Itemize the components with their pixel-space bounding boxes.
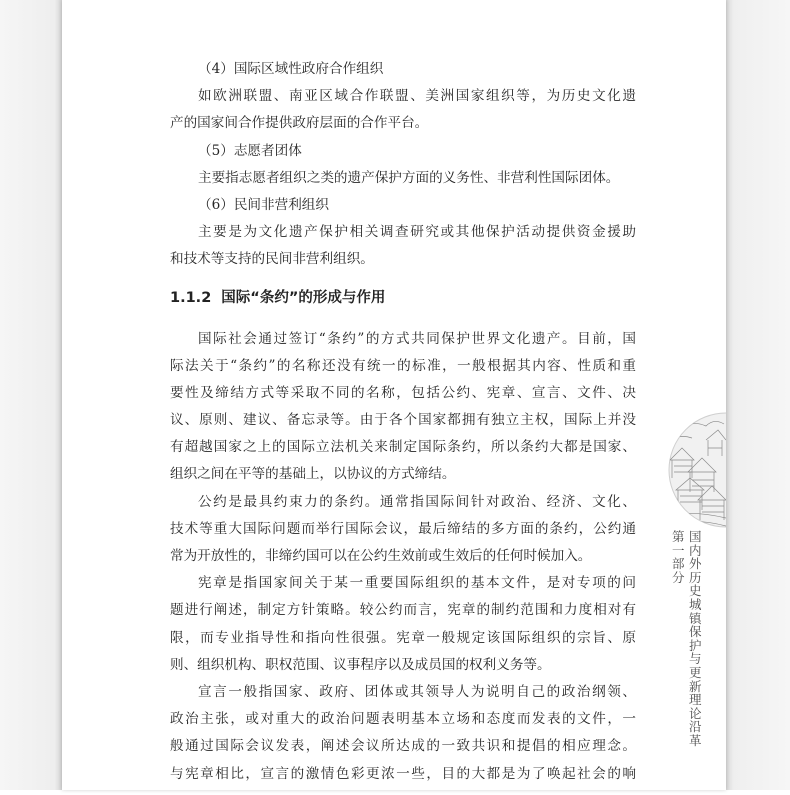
text-line: 题进行阐述，制定方针策略。较公约而言，宪章的制约范围和力度相对有 <box>170 602 636 619</box>
side-text-chars: 国内外历史城镇保护与更新理论沿革 <box>689 529 703 748</box>
paragraph <box>170 165 636 192</box>
text-line: 政治主张，或对重大的政治问题表明基本立场和态度而发表的文件，一 <box>170 711 636 728</box>
text-line: （4）国际区域性政府合作组织 <box>198 61 384 77</box>
paragraph <box>170 56 636 83</box>
side-part-label <box>672 530 686 584</box>
text-line: 和技术等支持的民间非营利组织。 <box>170 251 374 268</box>
text-line: 如欧洲联盟、南亚区域合作联盟、美洲国家组织等，为历史文化遗 <box>198 88 636 105</box>
text-line: 国际社会通过签订“条约”的方式共同保护世界文化遗产。目前，国 <box>198 330 636 347</box>
text-line: 际法关于“条约”的名称还没有统一的标准，一般根据其内容、性质和重 <box>170 357 636 374</box>
paragraph <box>170 679 636 788</box>
paragraph <box>170 138 636 165</box>
text-line: （5）志愿者团体 <box>198 142 302 159</box>
paragraph <box>170 83 636 137</box>
text-line: 限，而专业指导性和指向性很强。宪章一般规定该国际组织的宗旨、原 <box>170 629 636 646</box>
text-line: 与宪章相比，宣言的激情色彩更浓一些，目的大都是为了唤起社会的响 <box>170 765 636 782</box>
text-line: 常为开放性的，非缔约国可以在公约生效前或生效后的任何时候加入。 <box>170 548 592 564</box>
paragraph <box>170 570 636 679</box>
text-line: 议、原则、建议、备忘录等。由于各个国家都拥有独立主权，国际上并没 <box>170 412 636 429</box>
right-gutter <box>726 0 790 790</box>
text-line: 有超越国家之上的国际立法机关来制定国际条约，所以条约大都是国家、 <box>170 439 636 456</box>
text-line: 公约是最具约束力的条约。通常指国际间针对政治、经济、文化、 <box>198 493 636 510</box>
paragraph <box>170 326 636 489</box>
text-line: 技术等重大国际问题而举行国际会议，最后缔结的多方面的条约，公约通 <box>170 520 636 537</box>
page-body <box>170 56 636 788</box>
text-line: 宪章是指国家间关于某一重要国际组织的基本文件，是对专项的问 <box>198 575 636 592</box>
text-line: 则、组织机构、职权范围、议事程序以及成员国的权利义务等。 <box>170 656 551 673</box>
text-line: 要性及缔结方式等采取不同的名称，包括公约、宪章、宣言、文件、决 <box>170 384 636 401</box>
side-text-chars: 第一部分 <box>672 529 686 585</box>
text-line: 宣言一般指国家、政府、团体或其领导人为说明自己的政治纲领、 <box>198 683 636 700</box>
text-line: 主要是为文化遗产保护相关调查研究或其他保护活动提供资金援助 <box>198 224 636 241</box>
text-line: 般通过国际会议发表，阐述会议所达成的一致共识和提倡的相应理念。 <box>170 738 636 755</box>
side-book-title <box>689 530 703 748</box>
text-line: 主要指志愿者组织之类的遗产保护方面的义务性、非营利性国际团体。 <box>198 169 620 186</box>
text-line: 产的国家间合作提供政府层面的合作平台。 <box>170 115 429 132</box>
paragraph <box>170 192 636 219</box>
left-gutter <box>0 0 62 790</box>
text-line: （6）民间非营利组织 <box>198 196 329 213</box>
section-title: 国际“条约”的形成与作用 <box>221 289 386 306</box>
paragraph <box>170 219 636 273</box>
section-heading <box>170 286 636 310</box>
text-line: 组织之间在平等的基础上，以协议的方式缔结。 <box>170 466 456 483</box>
paragraph <box>170 489 636 571</box>
section-number: 1.1.2 <box>170 289 212 306</box>
